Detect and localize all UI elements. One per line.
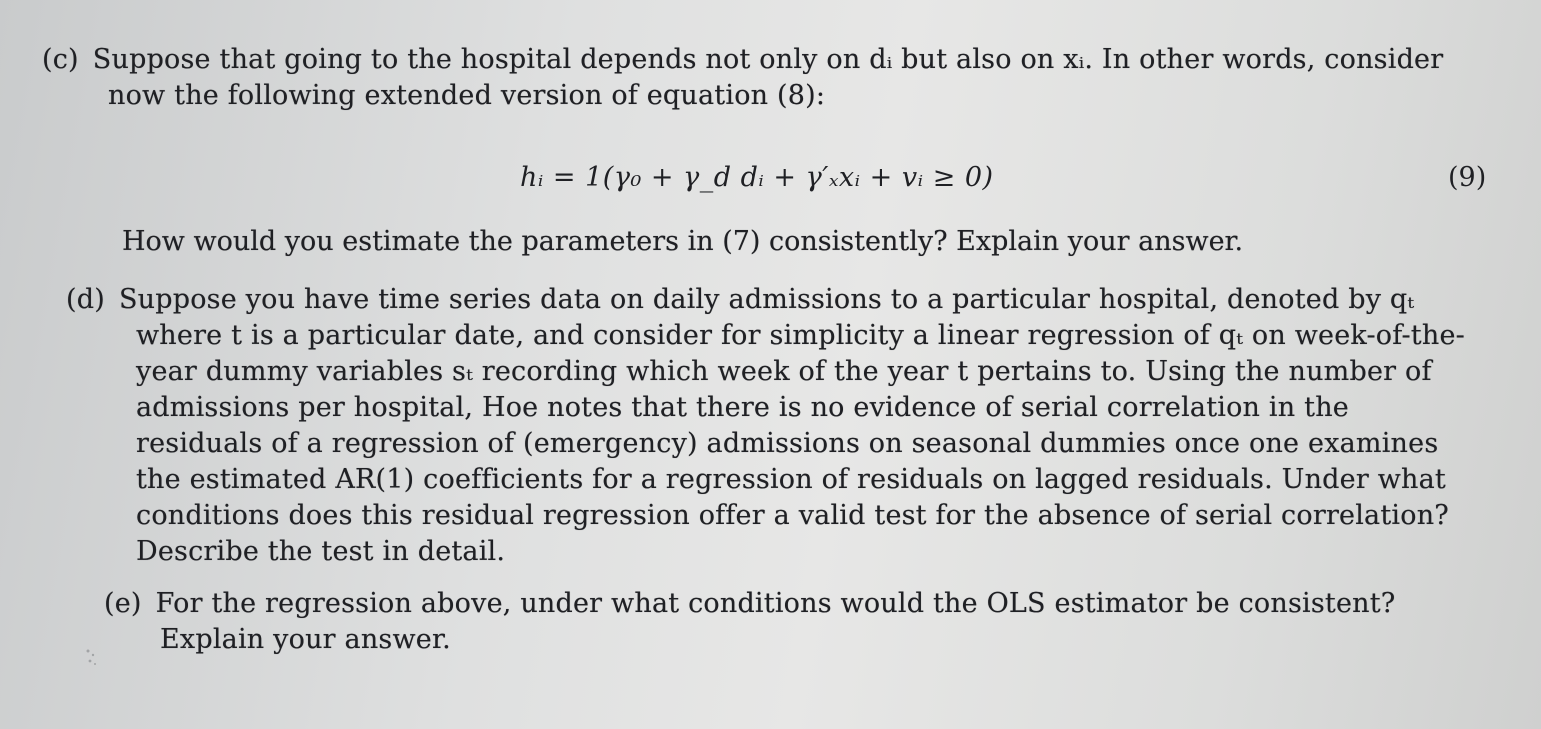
part-d [66, 282, 1466, 570]
part-e-paragraph [104, 586, 1444, 658]
part-c-label: (c) [42, 44, 79, 75]
part-d-label: (d) [66, 284, 105, 315]
part-c-paragraph [42, 42, 1502, 114]
part-c-text: Suppose that going to the hospital depends not only on dᵢ but also on xᵢ. In other words, consider now the following extended version of equation (8): [92, 44, 1444, 111]
part-e [104, 586, 1444, 658]
part-e-label: (e) [104, 588, 142, 619]
part-c-question: How would you estimate the parameters in (7) consistently? Explain your answer. [122, 226, 1244, 257]
pen-mark-icon [82, 646, 100, 668]
equation-number: (9) [1448, 162, 1487, 193]
part-c [42, 42, 1502, 114]
part-e-text: For the regression above, under what conditions would the OLS estimator be consistent? Explain your answer. [155, 588, 1396, 655]
part-d-text: Suppose you have time series data on daily admissions to a particular hospital, denoted by qₜ where t is a particular date, and consider for simplicity a linear regression of qₜ on week-of-the-year dummy variables sₜ recording which week of the year t pertains to. Using the number of admissions per hospital, Hoe notes that there is no evidence of serial correlation in the residuals of a regression of (emergency) admissions on seasonal dummies once one examines the estimated AR(1) coefficients for a regression of residuals on lagged residuals. Under what conditions does this residual regression offer a valid test for the absence of serial correlation? Describe the test in detail. [118, 284, 1465, 567]
equation-9: hᵢ = 1(γ₀ + γ_d dᵢ + γ′ₓxᵢ + vᵢ ≥ 0) [520, 162, 994, 193]
part-d-paragraph [66, 282, 1466, 570]
